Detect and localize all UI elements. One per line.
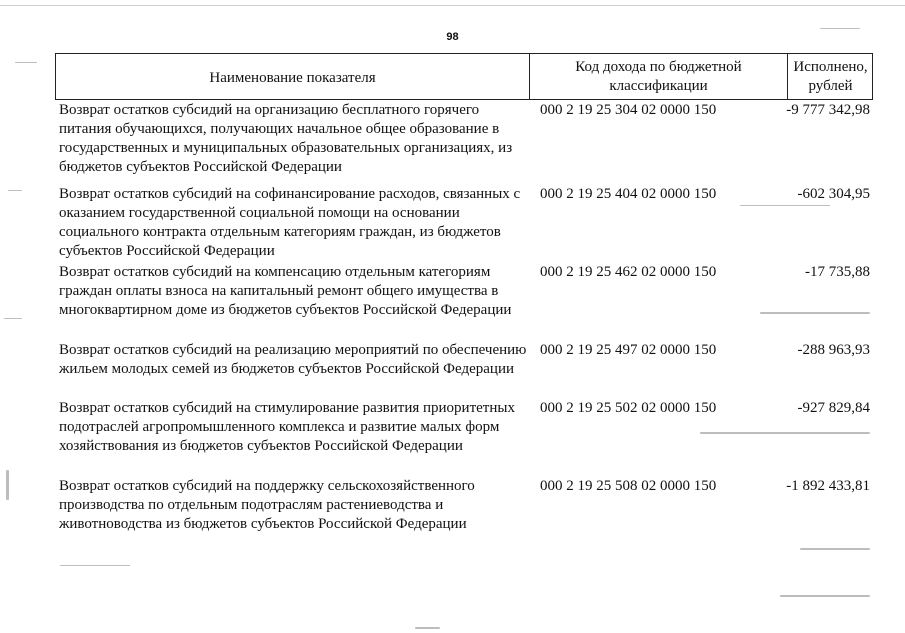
scan-noise [8, 190, 22, 191]
header-code: Код дохода по бюджетной классификации [529, 54, 787, 99]
header-name: Наименование показателя [209, 69, 376, 86]
row-amount: -17 735,88 [805, 264, 870, 280]
row-amount: -927 829,84 [797, 400, 870, 416]
scan-noise [4, 318, 22, 319]
scan-noise [15, 62, 37, 63]
page-number: 98 [446, 31, 459, 43]
row-code: 000 2 19 25 304 02 0000 150 [540, 102, 717, 118]
scan-noise [820, 28, 860, 29]
row-code: 000 2 19 25 404 02 0000 150 [540, 186, 717, 202]
row-code: 000 2 19 25 462 02 0000 150 [540, 264, 717, 280]
row-amount: -288 963,93 [797, 342, 870, 358]
row-code: 000 2 19 25 508 02 0000 150 [540, 478, 717, 494]
row-code: 000 2 19 25 497 02 0000 150 [540, 342, 717, 358]
row-code: 000 2 19 25 502 02 0000 150 [540, 400, 717, 416]
scan-noise [760, 312, 870, 314]
scan-noise [415, 627, 440, 629]
row-name: Возврат остатков субсидий на организацию бесплатного горячего питания обучающихся, получающих начальное общее образование в государственных и муниципальных образовательных организациях, из бюджетов субъектов Российской Федерации [59, 102, 513, 175]
scan-noise [800, 548, 870, 550]
row-name: Возврат остатков субсидий на софинансирование расходов, связанных с оказанием государственной социальной помощи на основании социального контракта отдельным категориям граждан, из бюджетов субъектов Российской Федерации [59, 186, 521, 259]
row-name: Возврат остатков субсидий на стимулирование развития приоритетных подотраслей агропромышленного комплекса и развитие малых форм хозяйствования из бюджетов субъектов Российской Федерации [59, 400, 515, 454]
row-amount: -9 777 342,98 [786, 102, 870, 118]
row-name: Возврат остатков субсидий на поддержку сельскохозяйственного производства по отдельным подотраслям растениеводства и животноводства из бюджетов субъектов Российской Федерации [59, 478, 475, 532]
scan-noise [60, 565, 130, 566]
row-name: Возврат остатков субсидий на компенсацию отдельным категориям граждан оплаты взноса на капитальный ремонт общего имущества в многоквартирном доме из бюджетов субъектов Российской Федерации [59, 264, 512, 318]
row-amount: -602 304,95 [797, 186, 870, 202]
header-executed: Исполнено, рублей [787, 54, 873, 99]
scan-noise [6, 470, 9, 500]
row-amount: -1 892 433,81 [786, 478, 870, 494]
scan-noise [740, 205, 830, 206]
scan-noise [700, 432, 870, 434]
scan-noise [780, 595, 870, 597]
row-name: Возврат остатков субсидий на реализацию мероприятий по обеспечению жильем молодых семей из бюджетов субъектов Российской Федерации [59, 342, 527, 377]
